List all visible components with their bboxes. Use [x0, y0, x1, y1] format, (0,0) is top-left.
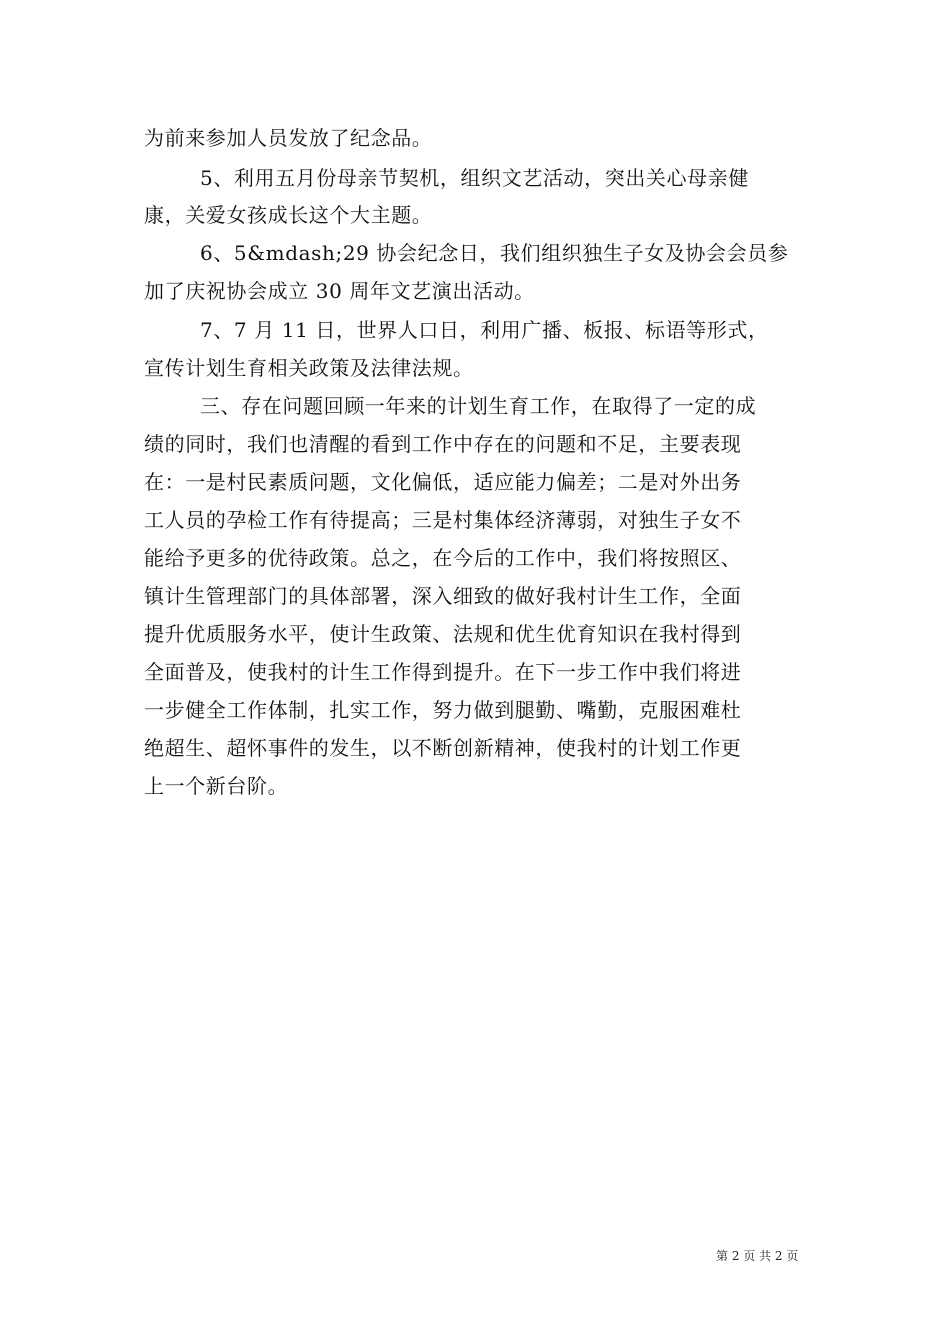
text-line: 加了庆祝协会成立 30 周年文艺演出活动。 [144, 279, 535, 303]
text-line: 在：一是村民素质问题，文化偏低，适应能力偏差；二是对外出务 [144, 470, 742, 494]
text-line: 提升优质服务水平，使计生政策、法规和优生优育知识在我村得到 [144, 622, 742, 646]
text-line: 能给予更多的优待政策。总之，在今后的工作中，我们将按照区、 [144, 546, 742, 570]
text-line: 7、7 月 11 日，世界人口日，利用广播、板报、标语等形式， [200, 318, 769, 342]
text-line: 三、存在问题回顾一年来的计划生育工作，在取得了一定的成 [200, 394, 757, 418]
text-line: 绝超生、超怀事件的发生，以不断创新精神，使我村的计划工作更 [144, 736, 742, 760]
text-line: 绩的同时，我们也清醒的看到工作中存在的问题和不足，主要表现 [144, 432, 742, 456]
text-line: 镇计生管理部门的具体部署，深入细致的做好我村计生工作，全面 [144, 584, 742, 608]
text-line: 一步健全工作体制，扎实工作，努力做到腿勤、嘴勤，克服困难杜 [144, 698, 742, 722]
text-line: 康，关爱女孩成长这个大主题。 [144, 203, 433, 227]
page-number-footer: 第 2 页 共 2 页 [716, 1249, 799, 1263]
text-line: 工人员的孕检工作有待提高；三是村集体经济薄弱，对独生子女不 [144, 508, 742, 532]
text-line: 全面普及，使我村的计生工作得到提升。在下一步工作中我们将进 [144, 660, 742, 684]
text-line: 5、利用五月份母亲节契机，组织文艺活动，突出关心母亲健 [200, 166, 749, 190]
text-line: 上一个新台阶。 [144, 774, 289, 798]
text-line: 宣传计划生育相关政策及法律法规。 [144, 356, 474, 380]
text-line: 6、5&mdash;29 协会纪念日，我们组织独生子女及协会会员参 [200, 241, 789, 265]
text-line: 为前来参加人员发放了纪念品。 [144, 126, 433, 150]
